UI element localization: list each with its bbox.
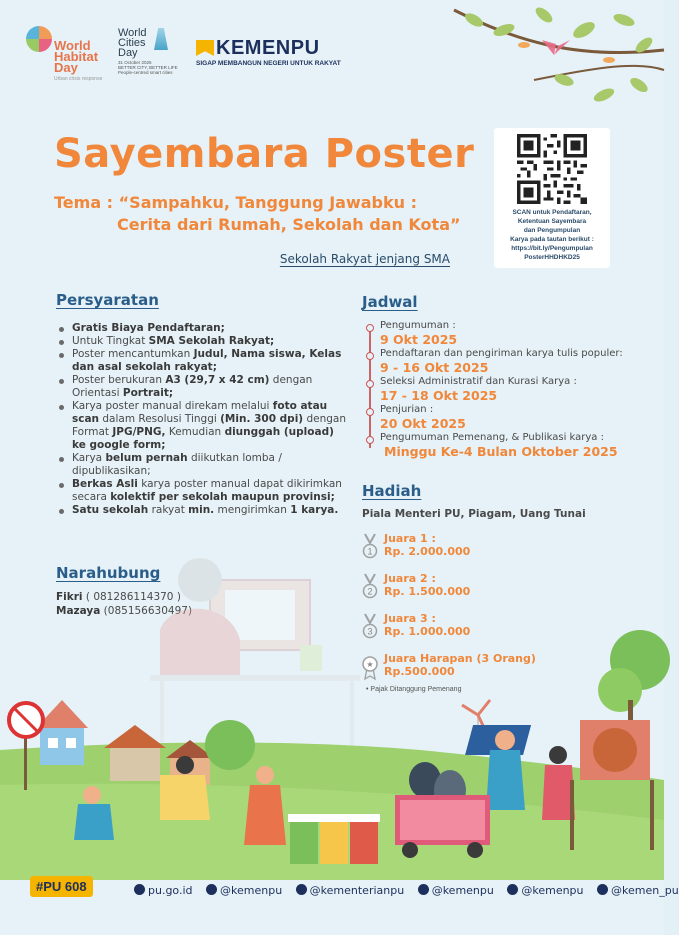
- req-text: Karya poster manual direkam melalui: [72, 400, 273, 412]
- schedule-item: [366, 376, 626, 403]
- social-label: @kemenpu: [431, 884, 494, 897]
- social-label: @kementerianpu: [309, 884, 405, 897]
- req-text: Portrait;: [122, 387, 174, 399]
- prize-name: Juara Harapan (3 Orang): [384, 652, 536, 665]
- social-label: @kemenpu: [521, 884, 584, 897]
- prize-value: Rp.500.000: [384, 665, 455, 678]
- list-item: [56, 374, 346, 400]
- schedule-date: Minggu Ke-4 Bulan Oktober 2025: [384, 444, 618, 459]
- prizes-heading: Hadiah: [362, 482, 422, 500]
- prize-value: Rp. 2.000.000: [384, 545, 471, 558]
- req-text: mengirimkan: [214, 504, 291, 516]
- schedule-date: 9 - 16 Okt 2025: [380, 360, 489, 375]
- req-text: Poster mencantumkan: [72, 348, 194, 360]
- req-text: diunggah (upload) ke google form;: [72, 426, 334, 451]
- req-text: karya poster manual dapat dikirimkan secara: [72, 478, 342, 503]
- qr-link-cont[interactable]: PosterHHDHKD25: [524, 254, 580, 261]
- world-habitat-day-logo: [26, 26, 106, 82]
- contact-phone[interactable]: (085156630497): [100, 605, 193, 617]
- social-links: [134, 884, 679, 897]
- tax-note-text: Pajak Ditanggung Pemenang: [370, 686, 462, 693]
- svg-text:2: 2: [367, 586, 373, 597]
- pu-name: KEMENPU: [216, 37, 320, 59]
- pu-tagline: SIGAP MEMBANGUN NEGERI UNTUK RAKYAT: [196, 60, 341, 67]
- theme-line-1: Tema : “Sampahku, Tanggung Jawabku :: [54, 193, 418, 212]
- contact-name: Mazaya: [56, 605, 101, 617]
- x-icon: [418, 884, 429, 895]
- schedule-label: Pengumuman :: [380, 320, 456, 331]
- globe-icon: [134, 884, 145, 895]
- social-link-x[interactable]: [418, 884, 494, 897]
- contact-name: Fikri: [56, 591, 83, 603]
- req-text: dengan Orientasi: [72, 374, 313, 399]
- req-text: SMA Sekolah Rakyat;: [148, 335, 275, 347]
- req-text: dengan Format: [72, 413, 346, 438]
- contact-heading: Narahubung: [56, 564, 161, 582]
- contact-phone[interactable]: ( 081286114370 ): [82, 591, 181, 603]
- req-text: Berkas Asli: [72, 478, 138, 490]
- qr-link[interactable]: https://bit.ly/Pengumpulan: [511, 245, 593, 252]
- req-text: Satu sekolah: [72, 504, 149, 516]
- habitat-mark-icon: [26, 26, 52, 52]
- req-text: min.: [188, 504, 215, 516]
- schedule-item: [366, 432, 626, 459]
- habitat-logo-subtext: Urban crisis response: [54, 76, 103, 82]
- prize-value: Rp. 1.000.000: [384, 625, 471, 638]
- list-item: [56, 478, 346, 504]
- req-text: diikutkan lomba / dipublikasikan;: [72, 452, 282, 477]
- schedule-label: Penjurian :: [380, 404, 434, 415]
- level-subtitle: Sekolah Rakyat jenjang SMA: [279, 252, 450, 266]
- social-link-website[interactable]: [134, 884, 193, 897]
- social-link-instagram[interactable]: [296, 884, 405, 897]
- req-text: (Min. 300 dpi): [220, 413, 304, 425]
- schedule-item: [366, 320, 626, 347]
- prize-name: Juara 2 :: [384, 572, 436, 585]
- social-link-youtube[interactable]: [597, 884, 679, 897]
- qr-card: [494, 128, 610, 268]
- req-text: Judul, Nama siswa, Kelas dan asal sekolah rakyat;: [72, 348, 342, 373]
- schedule-date: 9 Okt 2025: [380, 332, 458, 347]
- cities-logo-tag: BETTER CITY, BETTER LIFE: [118, 65, 178, 70]
- req-text: rakyat: [148, 504, 189, 516]
- schedule-item: [366, 348, 626, 375]
- req-text: belum pernah: [105, 452, 188, 464]
- qr-instructions: [498, 208, 606, 262]
- qr-text-line: Karya pada tautan berikut :: [510, 236, 594, 243]
- schedule-date: 17 - 18 Okt 2025: [380, 388, 498, 403]
- theme-line-2: Cerita dari Rumah, Sekolah dan Kota”: [117, 215, 461, 234]
- req-text: Kemudian: [165, 426, 225, 438]
- kemenpu-logo: [196, 38, 356, 72]
- qr-text-line: SCAN untuk Pendaftaran,: [512, 209, 592, 216]
- req-text: dalam Resolusi Tinggi: [99, 413, 221, 425]
- hashtag-badge: #PU 608: [30, 876, 93, 897]
- social-label: pu.go.id: [148, 884, 193, 897]
- schedule-timeline: [366, 320, 626, 460]
- req-text: Poster berukuran: [72, 374, 166, 386]
- schedule-label: Pendaftaran dan pengiriman karya tulis populer:: [380, 348, 623, 359]
- schedule-heading: Jadwal: [362, 293, 418, 311]
- tiktok-icon: [507, 884, 518, 895]
- pu-mark-icon: [196, 40, 214, 56]
- prize-name: Juara 1 :: [384, 532, 436, 545]
- schedule-date: 20 Okt 2025: [380, 416, 466, 431]
- qr-text-line: dan Pengumpulan: [523, 227, 581, 234]
- prizes-intro: Piala Menteri PU, Piagam, Uang Tunai: [362, 508, 586, 520]
- community-illustration: [0, 550, 664, 880]
- req-text: foto atau scan: [72, 400, 328, 425]
- requirements-heading: Persyaratan: [56, 291, 159, 309]
- youtube-icon: [597, 884, 608, 895]
- requirements-list: [56, 322, 346, 517]
- req-text: Karya: [72, 452, 106, 464]
- qr-code-icon[interactable]: [517, 134, 587, 204]
- social-label: @kemenpu: [220, 884, 283, 897]
- list-item: [56, 322, 346, 335]
- schedule-label: Seleksi Administratif dan Kurasi Karya :: [380, 376, 577, 387]
- svg-text:★: ★: [366, 660, 374, 669]
- req-text: Untuk Tingkat: [72, 335, 149, 347]
- svg-text:1: 1: [367, 546, 373, 557]
- qr-text-line: Ketentuan Sayembara: [517, 218, 587, 225]
- facebook-icon: [206, 884, 217, 895]
- list-item: [56, 452, 346, 478]
- leaves-illustration: [434, 0, 664, 120]
- req-text: 1 karya.: [290, 504, 339, 516]
- cities-logo-tag2: People-centred smart cities: [118, 70, 173, 75]
- social-link-tiktok[interactable]: [507, 884, 583, 897]
- req-text: JPG/PNG,: [112, 426, 166, 438]
- req-text: A3 (29,7 x 42 cm): [165, 374, 270, 386]
- building-icon: [154, 28, 168, 50]
- req-text: Gratis Biaya Pendaftaran;: [72, 322, 225, 334]
- social-label: @kemen_pu: [611, 884, 679, 897]
- svg-text:3: 3: [367, 626, 373, 637]
- world-cities-day-logo: [118, 28, 178, 76]
- theme: [54, 192, 461, 236]
- instagram-icon: [296, 884, 307, 895]
- page-title: Sayembara Poster: [54, 131, 475, 177]
- list-item: [56, 335, 346, 348]
- social-link-facebook[interactable]: [206, 884, 282, 897]
- cities-logo-text: World Cities Day: [118, 27, 147, 59]
- prize-name: Juara 3 :: [384, 612, 436, 625]
- list-item: [56, 348, 346, 374]
- cities-logo-date: 31 October 2025: [118, 60, 152, 65]
- habitat-logo-text: World Habitat Day: [54, 38, 99, 75]
- req-text: kolektif per sekolah maupun provinsi;: [110, 491, 335, 503]
- list-item: [56, 504, 346, 517]
- schedule-item: [366, 404, 626, 431]
- schedule-label: Pengumuman Pemenang, & Publikasi karya :: [380, 432, 604, 443]
- list-item: [56, 400, 346, 452]
- prize-value: Rp. 1.500.000: [384, 585, 471, 598]
- tax-note: • Pajak Ditanggung Pemenang: [366, 686, 462, 693]
